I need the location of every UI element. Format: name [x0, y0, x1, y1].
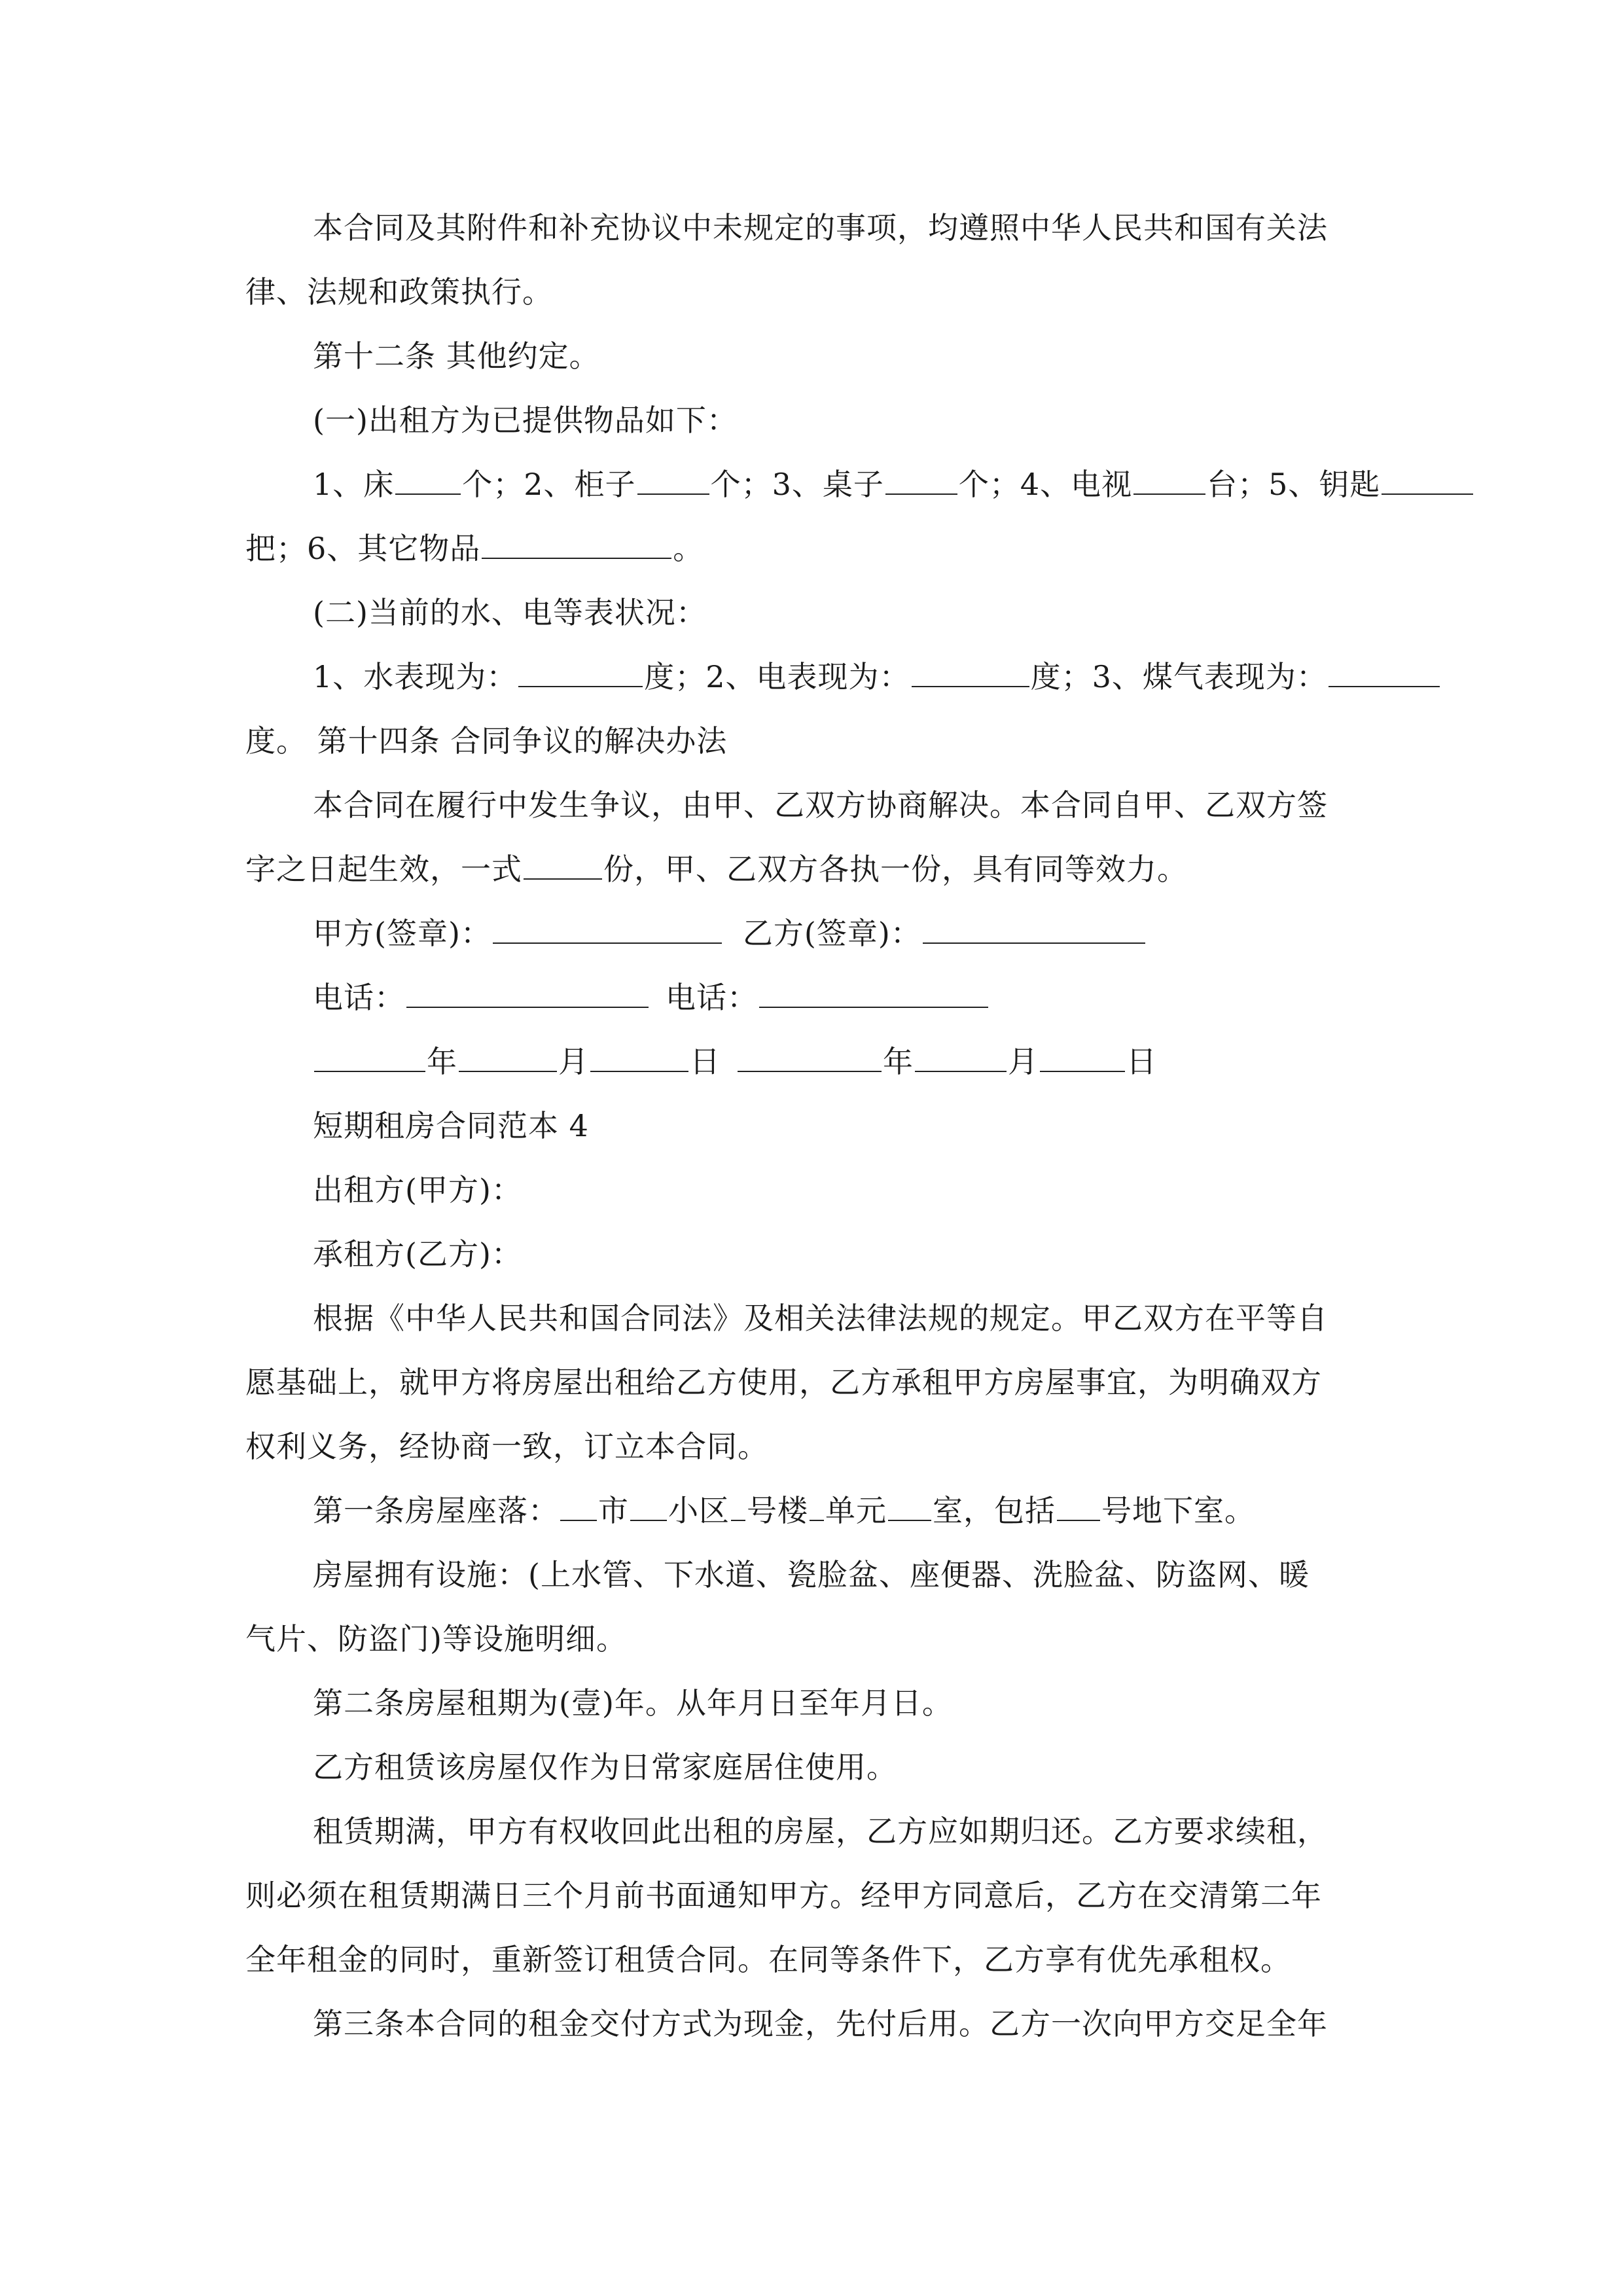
text: 个；3、桌子 — [710, 467, 884, 502]
text: 气片、防盗门)等设施明细。 — [245, 1621, 627, 1657]
paragraph-line — [313, 785, 1452, 825]
text: 市 — [598, 1493, 629, 1528]
fill-blank — [885, 467, 957, 495]
fill-blank — [912, 660, 1029, 687]
text: 出租方(甲方)： — [313, 1172, 522, 1208]
fill-blank — [630, 1494, 667, 1521]
paragraph-line — [313, 208, 1452, 247]
items-line — [313, 465, 1452, 504]
text: 月 — [1008, 1044, 1039, 1079]
text: 第一条房屋座落： — [313, 1493, 559, 1528]
text: 月 — [558, 1044, 589, 1079]
article-heading — [313, 336, 1452, 376]
fill-blank — [888, 1494, 931, 1521]
text: 第十二条 其他约定。 — [313, 338, 600, 374]
text: 。 — [673, 531, 704, 566]
text: 把；6、其它物品 — [245, 531, 481, 566]
paragraph-line — [245, 1940, 1384, 1979]
text: 承租方(乙方)： — [313, 1236, 522, 1272]
text: 台；5、钥匙 — [1207, 467, 1381, 502]
text: 短期租房合同范本 4 — [313, 1108, 589, 1143]
article-heading — [245, 721, 1384, 761]
fill-blank — [731, 1494, 745, 1521]
fill-blank — [759, 980, 988, 1008]
text: 份，甲、乙双方各执一份，具有同等效力。 — [603, 852, 1188, 887]
fill-blank — [915, 1045, 1007, 1072]
text: 电话： — [313, 980, 405, 1015]
paragraph-line — [245, 1619, 1384, 1659]
fill-blank — [1382, 467, 1473, 495]
text: 租赁期满，甲方有权收回此出租的房屋，乙方应如期归还。乙方要求续租， — [313, 1814, 1328, 1849]
phone-line — [313, 978, 1452, 1017]
fill-blank — [482, 531, 671, 559]
text: 1、床 — [313, 467, 395, 502]
text: 个；4、电视 — [958, 467, 1133, 502]
paragraph-line — [245, 1363, 1384, 1402]
text: 权利义务，经协商一致，订立本合同。 — [245, 1429, 768, 1464]
fill-blank — [1040, 1045, 1125, 1072]
text: 本合同在履行中发生争议，由甲、乙双方协商解决。本合同自甲、乙双方签 — [313, 787, 1328, 823]
fill-blank — [395, 467, 461, 495]
article-line — [313, 2004, 1452, 2043]
fill-blank — [314, 1045, 425, 1072]
fill-blank — [524, 852, 602, 880]
text: 日 — [690, 1044, 721, 1079]
signature-line — [313, 914, 1452, 953]
text: 年 — [883, 1044, 914, 1079]
fill-blank — [406, 980, 649, 1008]
paragraph-line — [245, 1427, 1384, 1466]
text: 根据《中华人民共和国合同法》及相关法律法规的规定。甲乙双方在平等自 — [313, 1300, 1328, 1336]
text: 乙方(签章)： — [742, 916, 921, 951]
text: 乙方租赁该房屋仅作为日常家庭居住使用。 — [313, 1749, 897, 1785]
text: 号地下室。 — [1101, 1493, 1255, 1528]
text: 律、法规和政策执行。 — [245, 274, 553, 310]
text: (一)出租方为已提供物品如下： — [313, 403, 738, 438]
paragraph-line — [245, 850, 1384, 889]
fill-blank — [637, 467, 709, 495]
text: 则必须在租赁期满日三个月前书面通知甲方。经甲方同意后，乙方在交清第二年 — [245, 1878, 1322, 1913]
text: 全年租金的同时，重新签订租赁合同。在同等条件下，乙方享有优先承租权。 — [245, 1942, 1291, 1977]
article-line — [313, 1491, 1452, 1530]
fill-blank — [923, 916, 1145, 944]
meter-line — [313, 657, 1452, 696]
text: 单元 — [825, 1493, 887, 1528]
paragraph-line — [313, 1555, 1452, 1594]
fill-blank — [560, 1494, 597, 1521]
text: 度。 第十四条 合同争议的解决办法 — [245, 723, 728, 759]
items-line — [245, 529, 1384, 568]
fill-blank — [1329, 660, 1440, 687]
article-line — [313, 1683, 1452, 1723]
paragraph-line — [313, 1812, 1452, 1851]
sub-heading — [313, 593, 1452, 632]
paragraph-line — [313, 1299, 1452, 1338]
fill-blank — [459, 1045, 557, 1072]
party-line — [313, 1234, 1452, 1274]
fill-blank — [1057, 1494, 1100, 1521]
paragraph-line — [313, 1748, 1452, 1787]
text: 本合同及其附件和补充协议中未规定的事项，均遵照中华人民共和国有关法 — [313, 210, 1328, 245]
date-line — [313, 1042, 1452, 1081]
text: 小区 — [668, 1493, 730, 1528]
section-title — [313, 1106, 1452, 1145]
sub-heading — [313, 401, 1452, 440]
fill-blank — [810, 1494, 824, 1521]
text: 第二条房屋租期为(壹)年。从年月日至年月日。 — [313, 1685, 953, 1721]
fill-blank — [493, 916, 722, 944]
fill-blank — [518, 660, 643, 687]
text: 第三条本合同的租金交付方式为现金，先付后用。乙方一次向甲方交足全年 — [313, 2006, 1328, 2041]
text: 度；3、煤气表现为： — [1030, 659, 1327, 694]
text: (二)当前的水、电等表状况： — [313, 595, 707, 630]
fill-blank — [1133, 467, 1205, 495]
party-line — [313, 1170, 1452, 1210]
text: 1、水表现为： — [313, 659, 518, 694]
text: 日 — [1126, 1044, 1157, 1079]
text: 年 — [427, 1044, 457, 1079]
paragraph-line — [245, 1876, 1384, 1915]
fill-blank — [738, 1045, 882, 1072]
text: 愿基础上，就甲方将房屋出租给乙方使用，乙方承租甲方房屋事宜，为明确双方 — [245, 1365, 1322, 1400]
text: 号楼 — [747, 1493, 808, 1528]
fill-blank — [590, 1045, 688, 1072]
text: 房屋拥有设施：(上水管、下水道、瓷脸盆、座便器、洗脸盆、防盗网、暖 — [313, 1557, 1310, 1592]
text: 个；2、柜子 — [462, 467, 636, 502]
text: 甲方(签章)： — [313, 916, 491, 951]
text: 字之日起生效，一式 — [245, 852, 522, 887]
text: 度；2、电表现为： — [644, 659, 910, 694]
paragraph-line — [245, 272, 1384, 312]
text: 电话： — [666, 980, 758, 1015]
text: 室，包括 — [933, 1493, 1056, 1528]
